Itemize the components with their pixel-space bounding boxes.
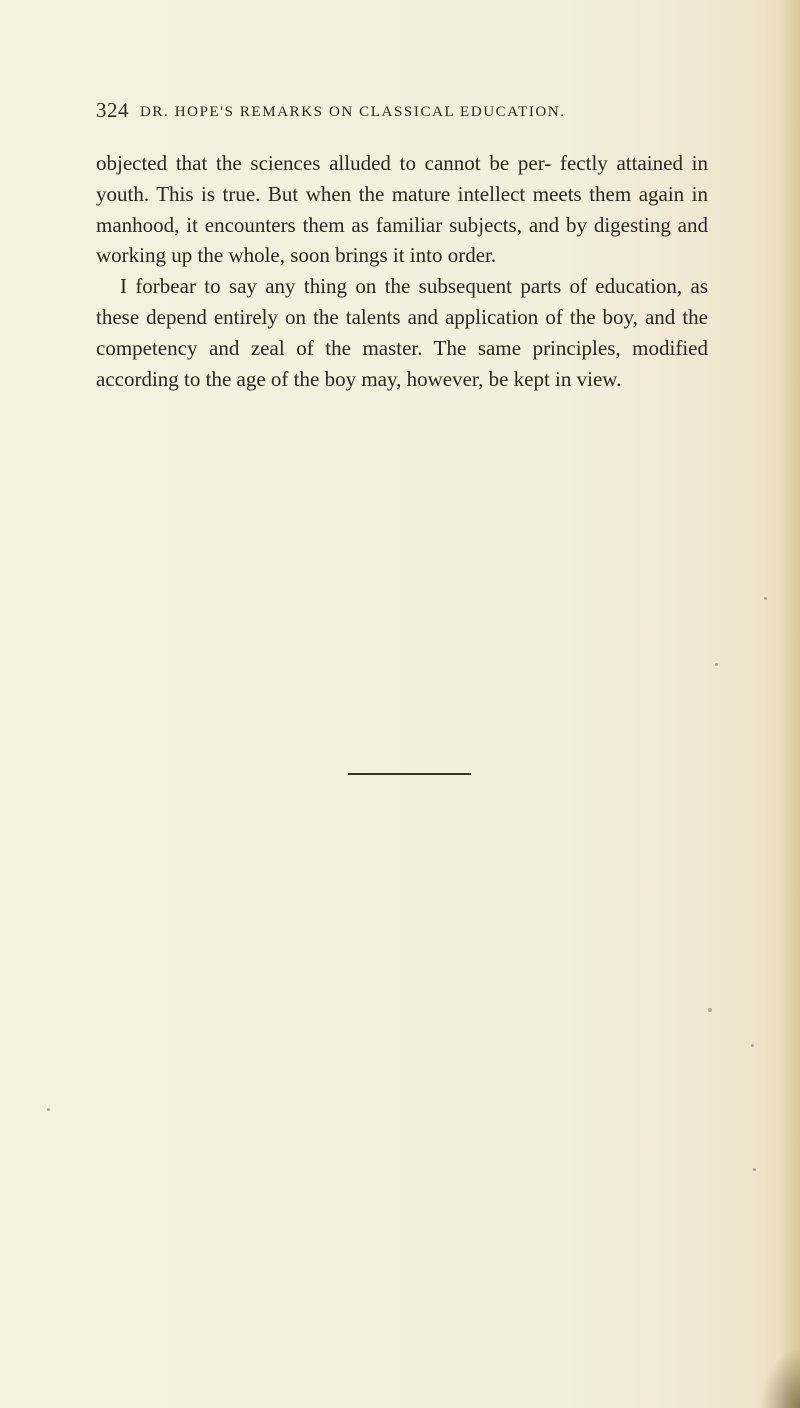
- running-head: DR. HOPE'S REMARKS ON CLASSICAL EDUCATION.: [140, 104, 566, 120]
- paper-speck: [764, 597, 767, 600]
- paper-speck: [708, 1008, 712, 1012]
- paper-speck: [47, 1108, 50, 1111]
- paper-speck: [751, 1044, 754, 1047]
- paper-speck: [715, 663, 718, 666]
- page-header: [96, 96, 716, 136]
- paper-speck: [753, 1168, 756, 1171]
- page-edge-shadow: [778, 0, 800, 1408]
- section-divider-rule: [348, 773, 471, 775]
- body-text: [96, 148, 708, 394]
- paragraph-1: objected that the sciences alluded to cannot be per- fectly attained in youth. This is true. But when the mature intellect meets them again in manhood, it encounters them as familiar subjects, and by digesting and working up the whole, soon brings it into order.: [96, 151, 708, 268]
- page-number: 324: [96, 98, 129, 122]
- page-corner-stain: [760, 1348, 800, 1408]
- paragraph-2: I forbear to say any thing on the subsequent parts of education, as these depend entirely on the talents and application of the boy, and the competency and zeal of the master. The same principles, modified according to the age of the boy may, however, be kept in view.: [96, 274, 708, 391]
